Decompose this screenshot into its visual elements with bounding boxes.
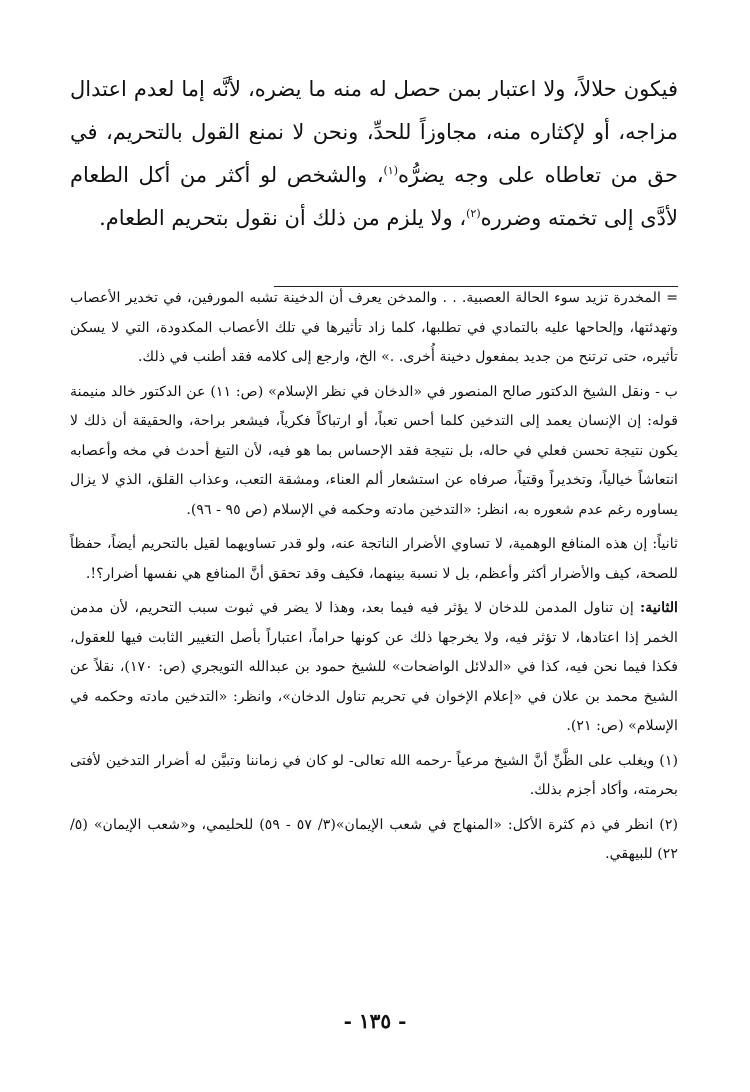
footnote-2: (٢) انظر في ذم كثرة الأكل: «المنهاج في شعب الإيمان»(٣/ ٥٧ - ٥٩) للحليمي، و«شعب الإيمان» (٥/ ٢٢) للبيهقي. <box>70 816 678 862</box>
thaniya-text: إن تناول المدمن للدخان لا يؤثر فيه فيما بعد، وهذا لا يضر في ثبوت سبب التحريم، لأن مدمن الخمر إذا اعتادها، لا تؤثر فيه، ولا يخرجها ذلك عن كونها حراماً، اعتباراً بأصل التغيير الثابت فيها للعقول، فكذا فيما نحن فيه، كذا في «الدلائل الواضحات» للشيخ حمود بن عبدالله التويجري (ص: ١٧٠)، نقلاً عن الشيخ محمد بن علان في «إعلام الإخوان في تحريم تناول الدخان»، وانظر: «التدخين مادته وحكمه في الإسلام» (ص: ٢١). <box>70 600 678 734</box>
footnotes-section <box>70 284 678 870</box>
page-number: - ١٣٥ - <box>343 1009 407 1033</box>
footnote-1: (١) ويغلب على الظَّنِّ أنَّ الشيخ مرعياً -رحمه الله تعالى- لو كان في زماننا وتبيَّن له أضرار التدخين لأفتى بحرمته، وأكاد أجزم بذلك. <box>70 752 678 798</box>
footnote-point-b: ب - ونقل الشيخ الدكتور صالح المنصور في «الدخان في نظر الإسلام» (ص: ١١) عن الدكتور خالد منيمنة قوله: إن الإنسان يعمد إلى التدخين كلما أحس تعباً، أو ارتباكاً فكرياً، فيشعر براحة، والحقيقة أن ذلك لا يكون نتيجة تحسن فعلي في حاله، بل نتيجة فقد الإحساس بما هو فيه، لأن التبغ أحدث في مخه وأعصابه انتعاشاً خيالياً، وتخديراً وقتياً، صرفاه عن استشعار ألم العناء، ومشقة التعب، وعذاب القلق، الذي لا يزال يساوره رغم عدم شعوره به، انظر: «التدخين مادته وحكمه في الإسلام (ص ٩٥ - ٩٦). <box>70 383 678 518</box>
thaniya-label: الثانية: <box>640 600 678 616</box>
footnote-point-thaniya <box>70 594 678 742</box>
main-paragraph <box>70 68 678 240</box>
main-text-part1: فيكون حلالاً، ولا اعتبار بمن حصل له منه ما يضره، لأنَّه إما لعدم اعتدال مزاجه، أو لإكثاره منه، مجاوزاً للحدِّ، ونحن لا نمنع القول بالتحريم، في حق من تعاطاه على وجه يضرُّه <box>70 77 678 187</box>
footnote-ref-2[interactable]: (٢) <box>466 207 481 220</box>
footnote-ref-1[interactable]: (١) <box>383 164 398 177</box>
footnote-continuation: = المخدرة تزيد سوء الحالة العصبية. . . والمدخن يعرف أن الدخينة تشبه المورفين، في تخدير الأعصاب وتهدئتها، وإلحاحها عليه بالتمادي في تطلبها، كلما زاد تأثيرها في تلك الأعصاب المكدودة، التي لا يسكن تأثيره، حتى ترتنح من جديد بمفعول دخينة أُخرى. .» الخ، وارجع إلى كلامه فقد أطنب في ذلك. <box>70 290 678 365</box>
main-text-part2: ، والشخص لو أكثر من أكل الطعام لأدَّى إلى تخمته وضرره <box>70 163 678 230</box>
footnote-point-second: ثانياً: إن هذه المنافع الوهمية، لا تساوي الأضرار الناتجة عنه، ولو قدر تساويهما لقيل بالتحريم أيضاً، حفظاً للصحة، كيف والأضرار أكثر وأعظم، بل لا نسبة بينهما، فكيف وقد تحقق أنَّ المنافع هي نفسها أضرار؟!. <box>70 536 678 582</box>
main-text-part3: ، ولا يلزم من ذلك أن نقول بتحريم الطعام. <box>99 206 467 230</box>
